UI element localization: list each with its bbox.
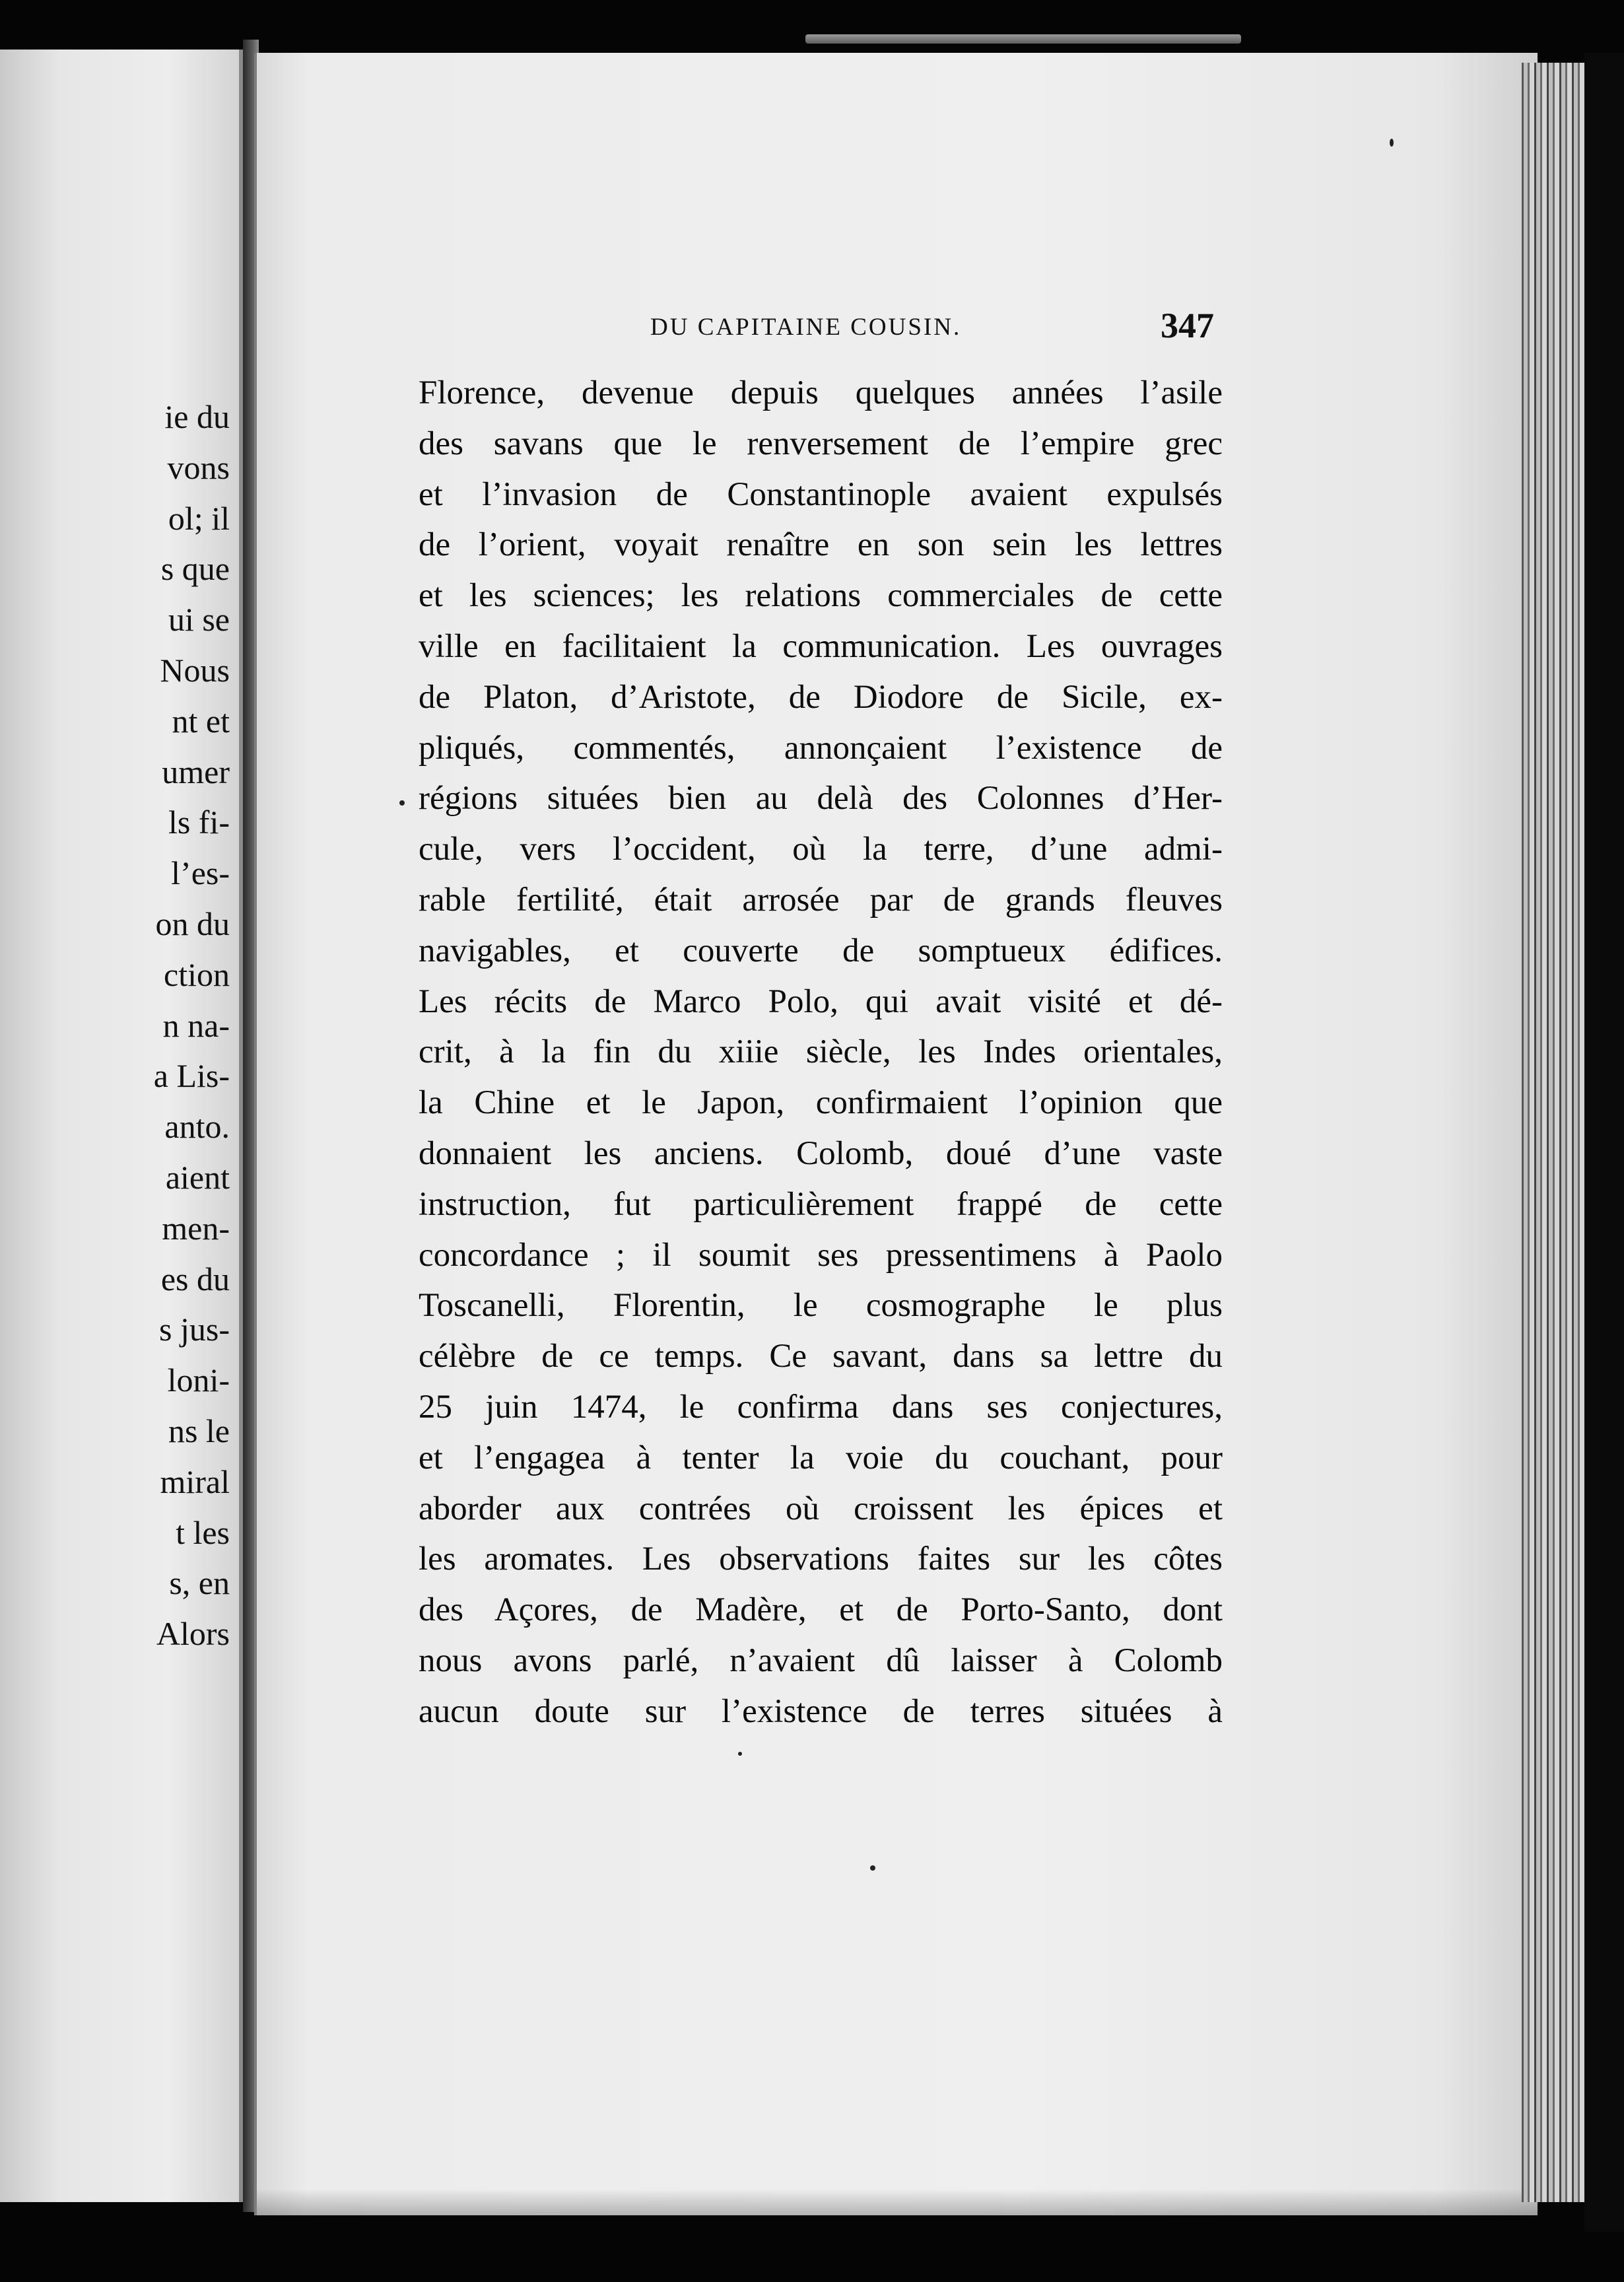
text-line: Toscanelli, Florentin, le cosmographe le plus	[419, 1287, 1223, 1325]
text-line: célèbre de ce temps. Ce savant, dans sa lettre du	[419, 1338, 1223, 1375]
left-fragment: a Lis-	[153, 1057, 230, 1095]
text-line: 25 juin 1474, le confirma dans ses conjectures,	[419, 1388, 1223, 1426]
text-line: et l’invasion de Constantinople avaient expulsés	[419, 475, 1223, 513]
text-line: de Platon, d’Aristote, de Diodore de Sicile, ex-	[419, 678, 1223, 716]
left-fragment: on du	[155, 905, 230, 942]
text-line: et les sciences; les relations commerciales de cette	[419, 577, 1223, 615]
left-fragment: ui se	[168, 601, 230, 639]
text-line: instruction, fut particulièrement frappé de cette	[419, 1185, 1223, 1223]
page-number: 347	[1161, 306, 1214, 345]
text-line: régions situées bien au delà des Colonnes d’Her-	[419, 780, 1223, 817]
text-line: nous avons parlé, n’avaient dû laisser à Colomb	[419, 1642, 1223, 1679]
paper-speck	[399, 800, 405, 806]
left-fragment: Nous	[160, 651, 230, 689]
left-fragment: aient	[165, 1158, 230, 1196]
text-line: ville en facilitaient la communication. Les ouvrages	[419, 627, 1223, 665]
page-edges	[1522, 63, 1586, 2202]
left-fragment: umer	[162, 753, 230, 790]
running-head: DU CAPITAINE COUSIN.	[650, 314, 962, 341]
left-fragment: s jus-	[159, 1311, 230, 1348]
left-fragment: l’es-	[171, 854, 230, 892]
left-fragment: ol; il	[168, 499, 230, 537]
page-shadow	[257, 2189, 1538, 2215]
body-text	[419, 368, 1223, 1737]
text-line: navigables, et couverte de somptueux édifices.	[419, 932, 1223, 969]
text-line: les aromates. Les observations faites sur les côtes	[419, 1540, 1223, 1578]
text-line: des Açores, de Madère, et de Porto-Santo, dont	[419, 1591, 1223, 1629]
left-fragment: nt et	[172, 702, 230, 740]
paper-speck	[870, 1865, 875, 1871]
text-line: et l’engagea à tenter la voie du couchant, pour	[419, 1439, 1223, 1476]
left-fragment: ls fi-	[168, 804, 230, 841]
left-fragment: s, en	[169, 1564, 230, 1602]
text-line: Florence, devenue depuis quelques années l’asile	[419, 374, 1223, 411]
left-fragment: vons	[167, 448, 230, 486]
paper-speck	[1390, 139, 1394, 147]
left-fragment: ns le	[168, 1412, 230, 1449]
text-line: donnaient les anciens. Colomb, doué d’une vaste	[419, 1134, 1223, 1172]
text-line: rable fertilité, était arrosée par de grands fleuves	[419, 881, 1223, 918]
left-fragment: ie du	[164, 398, 230, 435]
text-line: cule, vers l’occident, où la terre, d’une admi-	[419, 831, 1223, 868]
text-line: concordance ; il soumit ses pressentimens à Paolo	[419, 1236, 1223, 1274]
left-fragment: s que	[160, 550, 230, 588]
left-fragment: t les	[176, 1513, 230, 1551]
binding-edge	[805, 34, 1241, 44]
text-line: des savans que le renversement de l’empire grec	[419, 425, 1223, 462]
paper-speck	[738, 1752, 742, 1756]
left-fragment: n na-	[162, 1006, 230, 1044]
text-line: de l’orient, voyait renaître en son sein les lettres	[419, 526, 1223, 564]
left-fragment: men-	[162, 1209, 230, 1247]
text-line last: aucun doute sur l’existence de terres situées à	[419, 1692, 1223, 1730]
left-fragment: anto.	[164, 1108, 230, 1146]
text-line: la Chine et le Japon, confirmaient l’opinion que	[419, 1084, 1223, 1122]
scan-border	[1584, 53, 1624, 2232]
left-page-text-fragments	[154, 392, 230, 1659]
left-fragment: ction	[164, 955, 230, 993]
left-fragment: Alors	[156, 1615, 230, 1653]
text-line: Les récits de Marco Polo, qui avait visité et dé-	[419, 983, 1223, 1020]
text-line: crit, à la fin du xiiie siècle, les Indes orientales,	[419, 1033, 1223, 1071]
left-fragment: es du	[160, 1260, 230, 1297]
left-facing-page	[0, 50, 243, 2202]
left-fragment: loni-	[167, 1362, 230, 1399]
text-line: aborder aux contrées où croissent les épices et	[419, 1490, 1223, 1527]
left-fragment: miral	[160, 1463, 230, 1500]
text-line: pliqués, commentés, annonçaient l’existence de	[419, 729, 1223, 767]
